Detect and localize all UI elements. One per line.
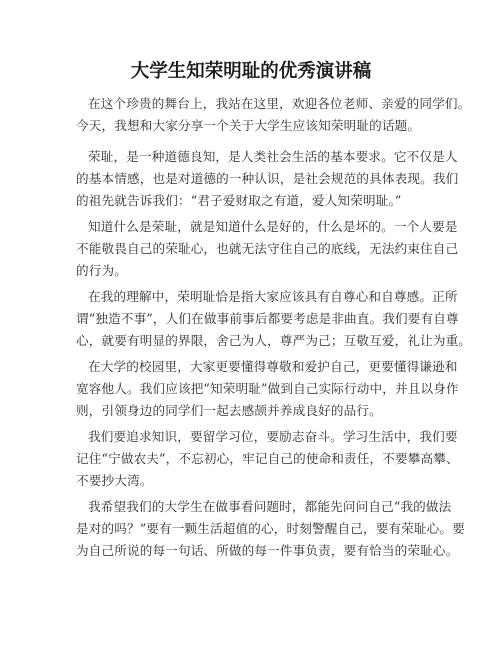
paragraph-line: 在大学的校园里，大家更要懂得尊敬和爱护自己，更要懂得谦逊和	[88, 359, 458, 374]
paragraph-7	[76, 496, 465, 562]
paragraph-line: 则，引领身边的同学们一起去感颉并养成良好的品行。	[76, 403, 382, 418]
paragraph-1	[76, 93, 471, 137]
paragraph-5	[76, 356, 459, 422]
paragraph-line: 的祖先就告诉我们：“君子爱财取之有道，爱人知荣明耻。”	[76, 193, 402, 208]
paragraph-line: 不能敬畏自己的荣耻心，也就无法守住自己的底线，无法约束住自己	[76, 241, 459, 256]
paragraph-line: 知道什么是荣耻，就是知道什么是好的，什么是坏的。一个人要是	[88, 219, 458, 234]
paragraph-line: 的基本情感，也是对道德的一种认识，是社会规范的具体表现。我们	[76, 171, 459, 186]
paragraph-line: 宽容他人。我们应该把“知荣明耻”做到自己实际行动中，并且以身作	[76, 381, 459, 396]
paragraph-line: 不要抄大湾。	[76, 473, 153, 488]
paragraph-line: 我希望我们的大学生在做事看问题时，都能先问问自己“我的做法	[88, 499, 452, 514]
paragraph-line: 是对的吗？”要有一颗生活超值的心，时刻警醒自己，要有荣耻心。要	[76, 521, 465, 536]
paragraph-line: 心，就要有明显的界限，舍己为人，尊严为己；互敬互爱，礼让为重。	[76, 333, 472, 348]
paragraph-line: 为自己所说的每一句话、所做的每一件事负责，要有恰当的荣耻心。	[76, 543, 459, 558]
paragraph-3	[76, 216, 459, 282]
paragraph-line: 荣耻，是一种道德良知，是人类社会生活的基本要求。它不仅是人	[88, 149, 458, 164]
paragraph-4	[76, 286, 472, 352]
paragraph-line: 谓“独造不事”，人们在做事前事后都要考虑是非曲直。我们要有自尊	[76, 311, 459, 326]
paragraph-line: 在这个珍贵的舞台上，我站在这里，欢迎各位老师、亲爱的同学们。	[88, 96, 471, 111]
paragraph-6	[76, 426, 459, 492]
document-title: 大学生知荣明耻的优秀演讲稿	[130, 61, 372, 82]
paragraph-line: 的行为。	[76, 263, 127, 278]
paragraph-line: 记住“宁做农夫”，不忘初心，牢记自己的使命和责任，不要攀高攀、	[76, 451, 459, 466]
paragraph-2	[76, 146, 459, 212]
paragraph-line: 今天，我想和大家分享一个关于大学生应该知荣明耻的话题。	[76, 118, 421, 133]
paragraph-line: 在我的理解中，荣明耻恰是指大家应该具有自尊心和自尊感。正所	[88, 289, 458, 304]
paragraph-line: 我们要追求知识，要留学习位，要励志奋斗。学习生活中，我们要	[88, 429, 458, 444]
